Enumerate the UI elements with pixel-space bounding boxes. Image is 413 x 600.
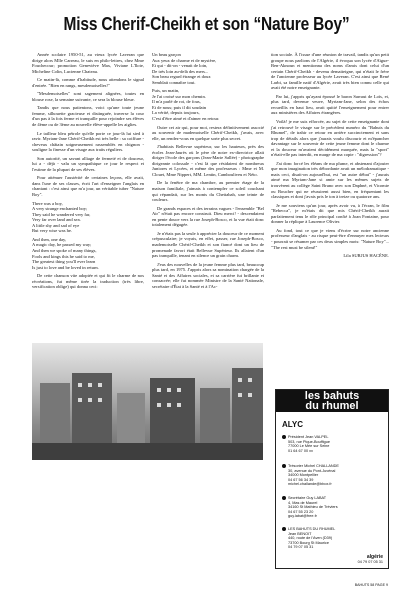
poem-line: Un beau garçon bbox=[152, 52, 181, 57]
poem-stanza bbox=[152, 52, 264, 85]
bullet-icon bbox=[282, 496, 286, 500]
badge-line: algérie bbox=[366, 554, 383, 560]
bullet-icon bbox=[282, 527, 286, 531]
poem-line: They said he wandered very far, bbox=[32, 211, 91, 217]
contact-text: Secrétaire Guy LABAT 4, Mas de Maurel 34160 St Mathieu de Tréviers 04 67 55 23 20 guy.labat@free.fr bbox=[288, 496, 338, 519]
contact-secretary bbox=[282, 496, 378, 519]
contact-text: Président Jean VALPEL 503, rue Pique-Bouffigue 77000 Le Mée sur Seine 01 64 67 00 xx bbox=[288, 435, 330, 453]
poem-line: De très loin au-delà des mers... bbox=[152, 68, 209, 74]
contact-publication bbox=[282, 527, 378, 550]
poem-line: La vérité, depuis toujours, bbox=[152, 110, 200, 116]
paragraph: tion sociale. À l'issue d'une réunion de travail, tandis qu'un petit groupe nous parlions de l'Algérie, il évoqua son lycée d'Aïgue-Ben-Aknoun et mentionna des noms d'amis dont celui d'un certain Chérif-Cheikh - devenu demaiteigne, qui n'était le frère de l'ancienne professeur au lycée Laveran. C'est ainsi que René Larbi, sa famille natif d'Algérie, avait très bien connu celle qui avait été notre enseignante. bbox=[271, 52, 389, 91]
poem-line: C'est d'être aimé et d'aimer en retour. bbox=[152, 116, 220, 122]
article-title: Miss Cherif-Cheikh et son “Nature Boy” bbox=[63, 14, 350, 34]
article-column-1 bbox=[32, 52, 144, 293]
paragraph: Je me souviens qu'un jour, après avoir vu, à l'écran, le film "Rebecca", je m'étais dit que mis Chérif-Cheikh aurait parfaitement tenu le rôle principal confié à Joan Fontaine, pour donner la réplique à Laurence Olivier. bbox=[271, 202, 389, 225]
paragraph: De la fenêtre de ma chambre, au premier étage de la maison familiale, j'aimais à contempler ce soleil couchant qui répandait, sur les monts du Chettabah, une teinte de couleurs. bbox=[152, 180, 264, 203]
poem-line: And then, one day, bbox=[32, 236, 67, 242]
author-signature: Lila SURJUS HACÈNE. bbox=[343, 253, 389, 259]
poem-line: Puis, un matin, bbox=[152, 88, 180, 94]
poem-stanza bbox=[32, 237, 144, 270]
paragraph: J'ai donc forcé les éléans de ma plume, et abstenant d'ajouter que mon imagination très débordante avait un mélodramatique - mais ceci, disait-on aujourd'hui, est "un autre débat" - j'aurais aimé ma Myriam-Jane si amie sur les mêmes sujets de trouvèrent au collège Saint Bruno avec son Daphné, et Vicomte ou Boucher qui ne réussirent aussi bien, en fréquentant les classiques et dont j'avais pris le ton à treize ou quatorze ans. bbox=[271, 160, 389, 200]
paragraph: J'habitais Bellevue supérieur, sur les hauteurs, près des écoles Jean-Jaurès où le père de notre ex-directrice allait diriger l'école des garçons (Jean-Marie Sallée) - photographe dirigeante colossale - c'est là que résidaient de nombreux Juniores et Lycées, et même des professeurs : Mme et M. Clouet, Mme Nippert, MM. Lentin, Cambouliveu et Néto. bbox=[152, 144, 264, 177]
bullet-icon bbox=[282, 435, 286, 439]
poem-line: Je l'ai croisé sur mon chemin. bbox=[152, 93, 206, 99]
paragraph: Année scolaire 1950-51, au vieux lycée Laveran que dirige alors Mlle Carreau, le suis en philo-lettres, chez Mme Fouchecour; promotion Geneviève Max, Viviane L'Ilote, Micheline Colin, Lucienne Chateau. bbox=[32, 52, 144, 74]
poem-line: The greatest thing you'll ever learn bbox=[32, 259, 96, 265]
poem-line: Il m'a parlé de roi, de fous, bbox=[152, 99, 201, 105]
poem-line: Et qui - dit-on - venait de loin, bbox=[152, 63, 208, 69]
logo-text-bottom: du rhumel bbox=[305, 400, 359, 412]
paragraph: Ce matin-là, comme d'habitude, nous attendons le signal d'entrée. "Rien en rangs, mesdemoiselles!" bbox=[32, 77, 144, 88]
paragraph: Voilà! je me suis efforcée, au sujet de cette enseignante dont j'ai retrouvé le visage sur le précédent numéro du "Bahuts du Rhumel", de trahir ce retour en arrière succinctement et sans trop de détails alors que j'aurais voulu discourir et m'épancher davantage sur le souvenir de cette jeune femme dont le charme et la douceur m'avaient décidément marquée, mais la "sport" n'était-elle pas interdit, en marge de ma copie : "digression"? bbox=[271, 119, 389, 158]
publisher-badge bbox=[358, 555, 383, 564]
article-column-2 bbox=[152, 52, 264, 292]
poem-line: Aux yeux de charme et de mystère, bbox=[152, 57, 217, 63]
association-info-box bbox=[275, 389, 389, 569]
poem-line: Et de nous; puis il dit soudain bbox=[152, 104, 207, 110]
paragraph: Tandis que nous patientons, voici qu'une toute jeune femme, silhouette gracieuse et distinguée, traverse la cour d'un pas à la fois ferme et tranquille pour rejoindre ses élèves de 4ème ou de 3ème au nouvelle élève-appelle les aiglies. bbox=[32, 105, 144, 128]
paragraph: Pour atténuer l'austérité de certaines leçons, elle avait, dans l'une de ses classes, écrit l'art d'enseigner l'anglais en chantant : c'est ainsi que m'a jour, un véritable tuber "Nature Boy". bbox=[32, 175, 144, 198]
badge-line: 04 79 07 05 31 bbox=[357, 559, 383, 564]
poem-line: Is just to love and be loved in return. bbox=[32, 264, 99, 270]
bullet-icon bbox=[282, 464, 286, 468]
bahuts-logo bbox=[276, 390, 388, 412]
paragraph: Outre cet air qui, pour moi, restera définitivement associé au souvenir de mademoiselle Chérif-Cheikh, j'avais, avec elle, un rendez-vous en quelque sorte plus secret. bbox=[152, 124, 264, 141]
poem-stanza bbox=[152, 88, 264, 121]
poem-line: Very far over land and sea. bbox=[32, 217, 81, 223]
contact-text: Trésorier Michel CHALLANDE 30, avenue du Pont-Juvénal 34000 Montpellier 04 67 56 34 39 michel.challande@bbox.fr bbox=[288, 464, 339, 487]
logo-text-top: les bahuts bbox=[304, 390, 360, 402]
poem-line: A little shy and sad of eye bbox=[32, 222, 80, 228]
paragraph: Au fond, tout ce que je viens d'écrire sur notre ancienne professeur d'anglais - au risque peut-être d'ennuyer mes lecteurs - pourrait se résumer par ces deux simples mots: "Nature Boy"... "The rest must be silent!" bbox=[271, 227, 389, 250]
poem-stanza bbox=[32, 201, 144, 234]
paragraph: De cette chanson vite adoptée et qui fit le charme de nos récréations, fut même tirée la traduction (très libre, versification oblige) qui donna ceci: bbox=[32, 273, 144, 290]
poem-line: Semblait connaître tout. bbox=[152, 79, 196, 85]
poem-line: Fools and kings this he said to me, bbox=[32, 253, 95, 259]
paragraph: Je n'étais pas la seule à apprécier la douceur de ce moment crépusculaire; je voyais, en effet, passer, rue Joseph-Bosco, mademoiselle Chérif-Cheikh et son fiancé dont un lieu de promenade favori était Bellevue Supérieur. Ils allaient d'un pas tranquille, tenant en silence un grain charm. bbox=[152, 230, 264, 259]
contact-text: LES BAHUTS DU RHUMEL Jean BENOIT 440, route de l'Aven (D39) 73700 Bourg St Maurice 04 79 07 05 31 bbox=[288, 527, 336, 550]
poem-line: A magic day, he passed my way; bbox=[32, 242, 92, 248]
poem-line: But very wise was he. bbox=[32, 228, 73, 234]
poem-line: A very strange enchanted boy; bbox=[32, 206, 88, 212]
page-footer: BAHUTS 58 PAGE 9 bbox=[354, 583, 388, 587]
article-column-3 bbox=[271, 52, 389, 259]
paragraph: De grands espaces et des terrains vagues - l'ensemble "Bel Air" n'était pas encore construit. Dieu merci! - descendaient en pente douce vers la rue Joseph-Bosco, et la vue était donc totalement dégagée. bbox=[152, 205, 264, 228]
paragraph: Par lui, j'appris qu'ayant épousé le baron Sarraut de Loïs, et, plus tard, devenue veuve, Myriam-Jane, selon des échos recueillis en haut lieu, avait quitté l'enseignement pour entrer aux ministères des Affaires étrangères. bbox=[271, 93, 389, 116]
city-photo bbox=[32, 343, 263, 460]
paragraph: "Mesdemoiselles" sont sagement alignées, toutes en blouse rose, la semaine suivante, ce sera la blouse bleue. bbox=[32, 91, 144, 102]
paragraph: Le tailleur bleu pétrole qu'elle porte ce jour-là lui sied à ravir. Myriam-Jane Chérif-Cheikh est très belle : sa coiffure - cheveux châtain soigneusement rassemblés en chignon - souligne la finesse d'un visage aux traits réguliers. bbox=[32, 130, 144, 153]
contact-president bbox=[282, 435, 378, 453]
contact-treasurer bbox=[282, 464, 378, 487]
poem-line: There was a boy, bbox=[32, 200, 63, 206]
paragraph: Son autorité, un savant alliage de fermeté et de douceur, lui a - déjà - valu un sympathique ce jour le respect et l'estime de la plupart de ses élèves. bbox=[32, 155, 144, 172]
poem-line: And then we spoke of many things, bbox=[32, 247, 97, 253]
association-name: ALYC bbox=[282, 420, 304, 429]
poem-line: Son beau regard étrange et doux bbox=[152, 74, 211, 80]
paragraph: J'eus des nouvelles de la jeune femme plus tard, beaucoup plus tard, en 1975. J'appris alors sa nomination chargée de la Santé et des Affaires sociales, et sa carrière fut brillante et consacrée; elle fut nommée Ministre de la Santé Nationale, secrétaire d'État à la Santé et à l'Ac- bbox=[152, 261, 264, 289]
